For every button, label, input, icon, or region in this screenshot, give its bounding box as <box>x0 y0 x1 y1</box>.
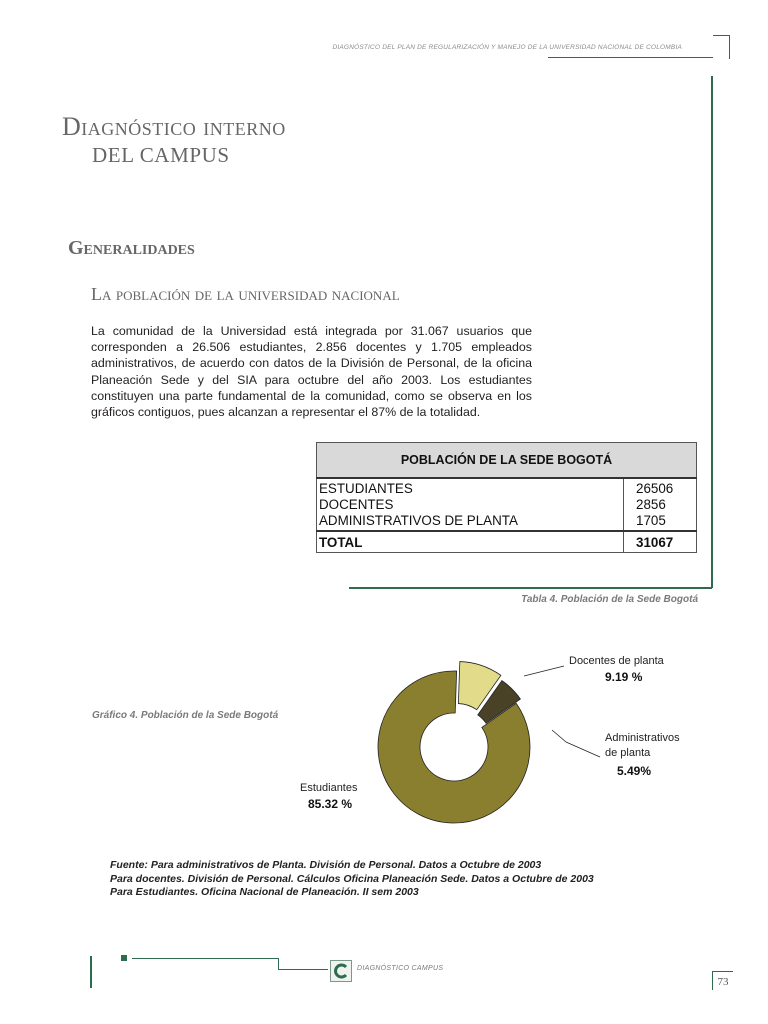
footer-line <box>278 969 328 970</box>
footer-line <box>132 958 278 959</box>
section-heading: Generalidades <box>68 237 195 259</box>
table-row-value: 2856 <box>636 497 666 512</box>
source-line: Fuente: Para administrativos de Planta. División de Personal. Datos a Octubre de 2003 <box>110 859 542 871</box>
chart-value-estudiantes: 85.32 % <box>308 797 353 811</box>
chapter-title-line2: DEL CAMPUS <box>92 143 230 167</box>
source-line: Para docentes. División de Personal. Cálculos Oficina Planeación Sede. Datos a Octubre de 2003 <box>110 872 594 885</box>
body-paragraph: La comunidad de la Universidad está integrada por 31.067 usuarios que corresponden a 26.506 estudiantes, 2.856 docentes y 1.705 empleados administrativos, de acuerdo con datos de la División de Personal, de la oficina Planeación Sede y del SIA para octubre del año 2003. Los estudiantes constituyen una parte fundamental de la comunidad, como se observa en los gráficos contiguos, pues alcanzan a representar el 87% de la totalidad. <box>91 324 532 420</box>
page-number: 73 <box>712 971 733 990</box>
source-line: Para Estudiantes. Oficina Nacional de Planeación. II sem 2003 <box>110 886 419 898</box>
table-total-value: 31067 <box>624 531 697 553</box>
footer-square <box>121 955 127 961</box>
table-title: POBLACIÓN DE LA SEDE BOGOTÁ <box>317 443 697 479</box>
leader-line <box>566 742 600 757</box>
chart-value-administrativos: 5.49% <box>617 764 652 778</box>
table-row-label: ADMINISTRATIVOS DE PLANTA <box>319 513 518 528</box>
chart-label-estudiantes: Estudiantes <box>300 782 358 794</box>
footer-line <box>90 956 92 988</box>
table-row-value: 26506 <box>636 481 674 496</box>
table-row-label: ESTUDIANTES <box>319 481 413 496</box>
chart-label-administrativos: Administrativos <box>605 732 680 744</box>
chart-value-docentes: 9.19 % <box>605 670 643 684</box>
chapter-title: Diagnóstico interno <box>62 112 286 141</box>
subsection-heading: La población de la universidad nacional <box>91 284 400 304</box>
footer-line <box>278 958 279 969</box>
leader-line <box>552 730 566 742</box>
table-row-value: 1705 <box>636 513 666 528</box>
table-caption: Tabla 4. Población de la Sede Bogotá <box>521 594 698 605</box>
footer-section-label: DIAGNÓSTICO CAMPUS <box>357 965 444 972</box>
university-logo-icon <box>330 960 352 982</box>
chart-slices <box>378 662 530 823</box>
chart-label-docentes: Docentes de planta <box>569 655 664 667</box>
chart-caption: Gráfico 4. Población de la Sede Bogotá <box>92 710 279 721</box>
running-head: DIAGNÓSTICO DEL PLAN DE REGULARIZACIÓN Y MANEJO DE LA UNIVERSIDAD NACIONAL DE COLOMBIA <box>332 44 682 51</box>
table-row-label: DOCENTES <box>319 497 394 512</box>
source-note <box>110 859 594 900</box>
chart-label-administrativos-2: de planta <box>605 747 651 759</box>
leader-line <box>524 666 564 676</box>
table-total-label: TOTAL <box>317 531 624 553</box>
